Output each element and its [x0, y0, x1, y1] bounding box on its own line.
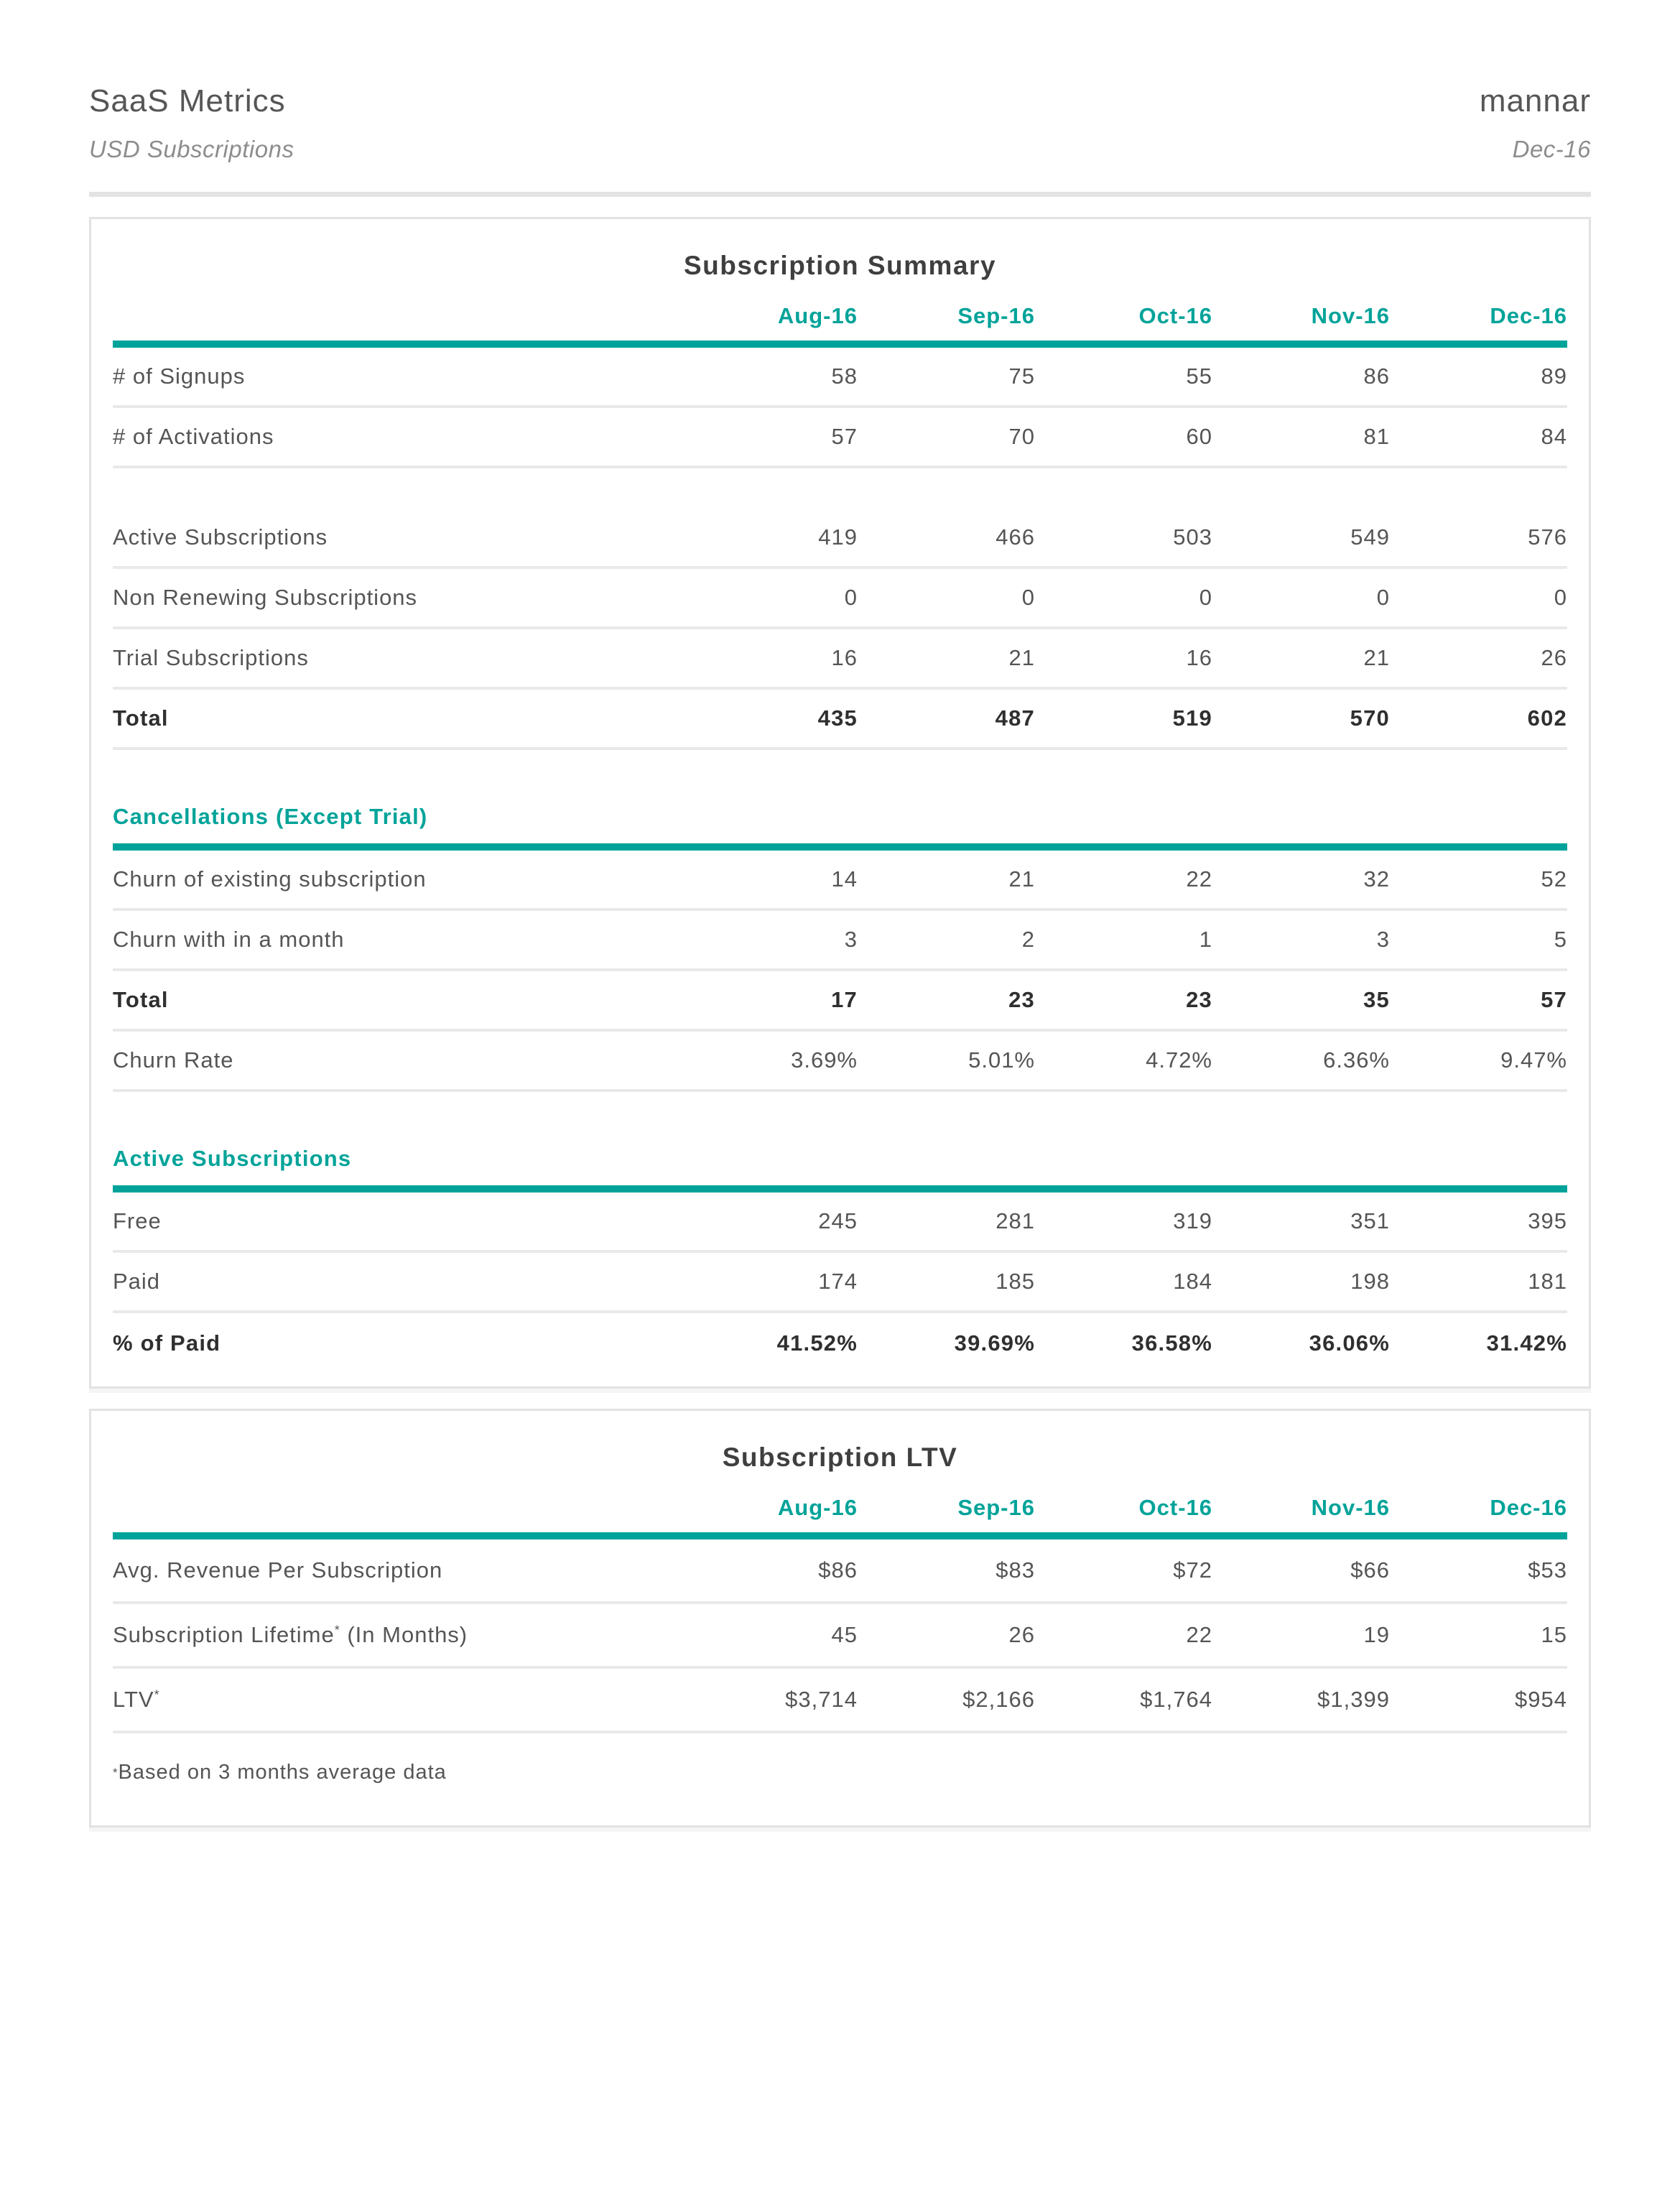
table-row: [113, 509, 1567, 569]
cell-value: 3.69%: [791, 1047, 858, 1073]
month-header-cell: Sep-16: [957, 1494, 1035, 1520]
cell-value: 503: [1173, 524, 1212, 550]
month-header-cell: Oct-16: [1138, 1494, 1212, 1520]
row-label-suffix: (In Months): [340, 1621, 468, 1647]
spacer-row: [113, 1092, 1567, 1132]
table-row: [113, 851, 1567, 911]
section-header-row: [113, 1132, 1567, 1192]
table-row: [113, 408, 1567, 468]
row-label-cell: [113, 705, 680, 731]
cell-value: 0: [1554, 584, 1567, 610]
cell-value: 419: [818, 524, 858, 550]
row-label-cell: [113, 645, 680, 671]
cell-value: 14: [831, 866, 858, 891]
cell-value: 351: [1350, 1208, 1390, 1233]
cell-value: 58: [831, 363, 858, 389]
cell-value: 36.06%: [1309, 1330, 1390, 1356]
summary-table-title: Subscription Summary: [683, 250, 997, 280]
cell-value: 549: [1350, 524, 1390, 550]
month-header-cell: Aug-16: [777, 302, 858, 328]
cell-value: 70: [1008, 423, 1035, 449]
section-label: Active Subscriptions: [113, 1145, 352, 1171]
row-label-cell: [113, 1622, 680, 1648]
table-row: [113, 1604, 1567, 1669]
cell-value: 319: [1173, 1208, 1212, 1233]
report-period: Dec-16: [1512, 135, 1591, 162]
cell-value: 26: [1008, 1621, 1035, 1647]
row-label-cell: [113, 866, 680, 892]
row-label-cell: [113, 927, 680, 953]
cell-value: 57: [1541, 986, 1567, 1012]
cell-value: 31.42%: [1486, 1330, 1567, 1356]
cell-value: 198: [1350, 1268, 1390, 1294]
cell-value: 86: [1363, 363, 1390, 389]
cell-value: 576: [1528, 524, 1567, 550]
cell-value: 184: [1173, 1268, 1212, 1294]
row-label-cell: [113, 524, 680, 550]
cell-value: 15: [1541, 1621, 1567, 1647]
cell-value: 35: [1363, 986, 1390, 1012]
cell-value: $1,764: [1140, 1686, 1212, 1712]
cell-value: 52: [1541, 866, 1567, 891]
table-row: [113, 348, 1567, 408]
cell-value: 570: [1350, 705, 1390, 731]
page-title: SaaS Metrics: [89, 83, 286, 119]
month-header-cell: Dec-16: [1490, 1494, 1567, 1520]
cell-value: 5.01%: [968, 1047, 1035, 1073]
cell-value: 21: [1008, 866, 1035, 891]
cell-value: 395: [1528, 1208, 1567, 1233]
row-label: Subscription Lifetime: [113, 1621, 335, 1647]
row-label: Total: [113, 986, 169, 1012]
cell-value: 181: [1528, 1268, 1567, 1294]
cell-value: 174: [818, 1268, 858, 1294]
cell-value: 84: [1541, 423, 1567, 449]
row-label-cell: [113, 1687, 680, 1713]
cell-value: 19: [1363, 1621, 1390, 1647]
cell-value: 487: [995, 705, 1035, 731]
row-label: Paid: [113, 1268, 161, 1294]
month-header-cell: Sep-16: [957, 302, 1035, 328]
report-header: [89, 0, 1591, 163]
table-row: [113, 629, 1567, 690]
row-label: Trial Subscriptions: [113, 644, 309, 670]
cell-value: 0: [1376, 584, 1390, 610]
cell-value: 55: [1186, 363, 1212, 389]
spacer-row: [113, 750, 1567, 790]
cell-value: 466: [996, 524, 1035, 550]
row-label: Avg. Revenue Per Subscription: [113, 1557, 443, 1583]
cell-value: 17: [831, 986, 858, 1012]
cell-value: 185: [996, 1268, 1035, 1294]
row-label: LTV: [113, 1686, 154, 1712]
cell-value: 5: [1554, 926, 1567, 952]
cell-value: 45: [831, 1621, 858, 1647]
month-header-cell: Nov-16: [1311, 1494, 1390, 1520]
table-row: [113, 1669, 1567, 1733]
spacer-row: [113, 468, 1567, 509]
table-row: [113, 971, 1567, 1032]
row-label: # of Signups: [113, 363, 246, 389]
table-row: [113, 1313, 1567, 1374]
cell-value: 22: [1186, 1621, 1212, 1647]
cell-value: $86: [818, 1557, 858, 1583]
cell-value: $53: [1528, 1557, 1567, 1583]
ltv-table: [113, 1483, 1567, 1812]
row-label-cell: [113, 1208, 680, 1234]
cell-value: 0: [1021, 584, 1035, 610]
section-header-row: [113, 790, 1567, 851]
report-header-right: [1480, 83, 1591, 163]
cell-value: 602: [1527, 705, 1567, 731]
table-row: [113, 1032, 1567, 1092]
subscription-ltv-card: [89, 1409, 1591, 1828]
cell-value: 32: [1363, 866, 1390, 891]
cell-value: 41.52%: [776, 1330, 858, 1356]
cell-value: 21: [1008, 644, 1035, 670]
row-label-cell: [113, 424, 680, 450]
row-label: % of Paid: [113, 1330, 221, 1356]
asterisk-superscript: *: [334, 1622, 340, 1637]
month-header-cell: Nov-16: [1311, 302, 1390, 328]
table-footnote: * Based on 3 months average data: [113, 1761, 447, 1784]
report-header-left: [89, 83, 294, 163]
cell-value: 22: [1186, 866, 1212, 891]
table-row: [113, 911, 1567, 971]
cell-value: 6.36%: [1323, 1047, 1390, 1073]
cell-value: 39.69%: [954, 1330, 1035, 1356]
cell-value: 75: [1008, 363, 1035, 389]
row-label-cell: [113, 1557, 680, 1583]
ltv-table-title: Subscription LTV: [722, 1442, 958, 1472]
row-label: Active Subscriptions: [113, 524, 328, 550]
row-label-cell: [113, 987, 680, 1013]
row-label: # of Activations: [113, 423, 274, 449]
cell-value: 435: [817, 705, 858, 731]
row-label: Total: [113, 705, 169, 731]
row-label-cell: [113, 363, 680, 389]
asterisk-superscript: *: [154, 1687, 160, 1702]
cell-value: 0: [1199, 584, 1212, 610]
cell-value: 89: [1541, 363, 1567, 389]
month-header-cell: Oct-16: [1138, 302, 1212, 328]
header-divider: [89, 192, 1591, 197]
month-header-cell: Aug-16: [777, 1494, 858, 1520]
cell-value: $72: [1173, 1557, 1212, 1583]
row-label: Churn with in a month: [113, 926, 345, 952]
cell-value: 21: [1363, 644, 1390, 670]
cell-value: 519: [1172, 705, 1212, 731]
cell-value: 1: [1199, 926, 1212, 952]
row-label: Churn Rate: [113, 1047, 234, 1073]
cell-value: 3: [844, 926, 858, 952]
cell-value: 23: [1008, 986, 1035, 1012]
brand-name: mannar: [1479, 83, 1591, 119]
cell-value: 23: [1186, 986, 1212, 1012]
cell-value: $954: [1515, 1686, 1567, 1712]
table-row: [113, 1253, 1567, 1313]
cell-value: 2: [1021, 926, 1035, 952]
summary-table: [113, 292, 1567, 1374]
cell-value: 60: [1186, 423, 1212, 449]
cell-value: $3,714: [785, 1686, 858, 1712]
row-label-cell: [113, 1330, 680, 1356]
row-label: Non Renewing Subscriptions: [113, 584, 418, 610]
month-header-cell: Dec-16: [1490, 302, 1567, 328]
subscription-summary-card: [89, 217, 1591, 1389]
row-label-cell: [113, 585, 680, 611]
cell-value: 36.58%: [1131, 1330, 1212, 1356]
cell-value: 0: [844, 584, 858, 610]
cell-value: 16: [831, 644, 858, 670]
months-header-row: [113, 1483, 1567, 1539]
footnote-text: Based on 3 months average data: [118, 1761, 447, 1784]
cell-value: 281: [996, 1208, 1035, 1233]
cell-value: 26: [1541, 644, 1567, 670]
cell-value: 4.72%: [1146, 1047, 1212, 1073]
row-label-cell: [113, 1047, 680, 1073]
table-row: [113, 569, 1567, 629]
section-label: Cancellations (Except Trial): [113, 803, 428, 829]
cell-value: $83: [996, 1557, 1035, 1583]
cell-value: 81: [1363, 423, 1390, 449]
page-subtitle: USD Subscriptions: [89, 135, 294, 162]
row-label: Churn of existing subscription: [113, 866, 427, 891]
table-row: [113, 690, 1567, 750]
cell-value: 57: [831, 423, 858, 449]
cell-value: $2,166: [962, 1686, 1035, 1712]
cell-value: 16: [1186, 644, 1212, 670]
months-header-row: [113, 292, 1567, 348]
table-row: [113, 1539, 1567, 1604]
cell-value: $1,399: [1317, 1686, 1390, 1712]
table-row: [113, 1192, 1567, 1253]
cell-value: $66: [1350, 1557, 1390, 1583]
cell-value: 3: [1376, 926, 1390, 952]
row-label-cell: [113, 1269, 680, 1295]
cell-value: 245: [818, 1208, 858, 1233]
cell-value: 9.47%: [1500, 1047, 1567, 1073]
row-label: Free: [113, 1208, 162, 1233]
